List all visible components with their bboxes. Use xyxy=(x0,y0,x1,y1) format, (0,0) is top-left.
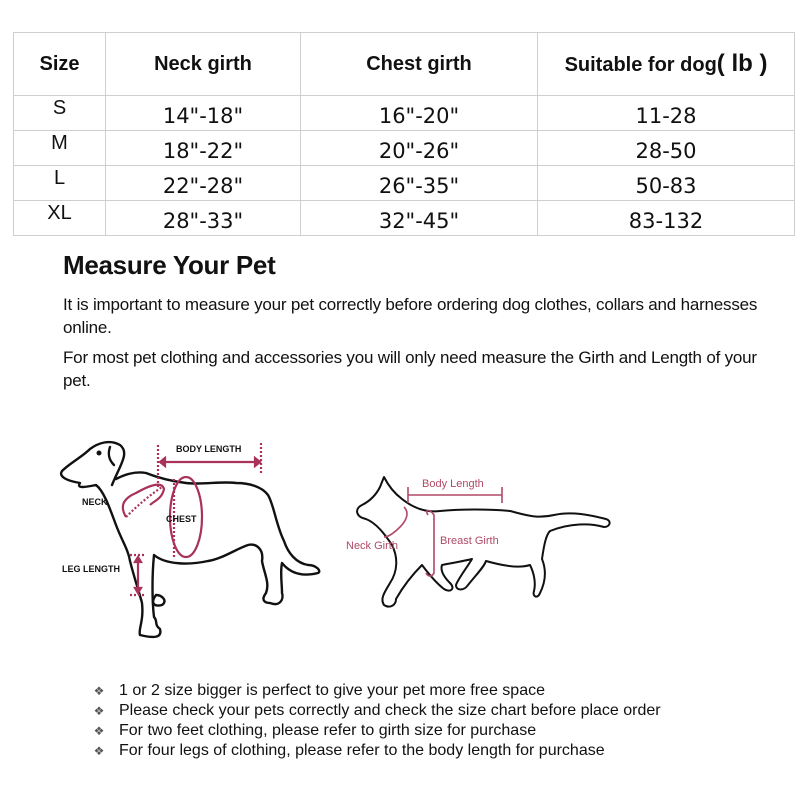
list-item: ❖ Please check your pets correctly and check the size chart before place order xyxy=(93,702,661,719)
label-breast-girth: Breast Girth xyxy=(440,535,499,547)
intro-paragraph: It is important to measure your pet correctly before ordering dog clothes, collars and harnesses online. xyxy=(63,295,758,337)
neck-cell: 18"-22" xyxy=(106,131,301,166)
tips-list xyxy=(92,681,661,761)
diamond-cluster-icon: ❖ xyxy=(93,684,105,698)
weight-cell: 28-50 xyxy=(538,131,795,166)
label-body-length: BODY LENGTH xyxy=(176,444,242,454)
header-chest-girth: Chest girth xyxy=(301,33,538,96)
weight-cell: 11-28 xyxy=(538,96,795,131)
header-size: Size xyxy=(14,33,106,96)
page-title: Measure Your Pet xyxy=(63,250,276,280)
cat-measurement-diagram xyxy=(340,465,630,625)
label-neck-girth: Neck Girth xyxy=(346,540,398,552)
table-header-row xyxy=(14,33,795,96)
weight-cell: 83-132 xyxy=(538,201,795,236)
header-suitable-weight: Suitable for dog( lb ) xyxy=(538,33,795,96)
size-cell: L xyxy=(14,166,106,201)
list-item: ❖ For four legs of clothing, please refer to the body length for purchase xyxy=(93,742,605,759)
label-chest: CHEST xyxy=(166,514,197,524)
weight-cell: 50-83 xyxy=(538,166,795,201)
diamond-cluster-icon: ❖ xyxy=(93,704,105,718)
size-cell: XL xyxy=(14,201,106,236)
neck-cell: 28"-33" xyxy=(106,201,301,236)
unit-label: ( lb ) xyxy=(716,50,768,77)
label-neck: NECK xyxy=(82,497,108,507)
dog-measurement-diagram xyxy=(50,425,340,650)
diamond-cluster-icon: ❖ xyxy=(93,724,105,738)
size-chart-table xyxy=(13,32,795,236)
chest-cell: 20"-26" xyxy=(301,131,538,166)
size-cell: S xyxy=(14,96,106,131)
header-neck-girth: Neck girth xyxy=(106,33,301,96)
label-body-length: Body Length xyxy=(422,478,484,490)
diamond-cluster-icon: ❖ xyxy=(93,744,105,758)
dog-outline-icon xyxy=(61,442,319,637)
girth-length-paragraph: For most pet clothing and accessories you will only need measure the Girth and Length of your pet. xyxy=(63,348,757,390)
table-row xyxy=(14,166,795,201)
table-row xyxy=(14,96,795,131)
table-row xyxy=(14,131,795,166)
list-item: ❖ 1 or 2 size bigger is perfect to give your pet more free space xyxy=(93,682,545,699)
list-item: ❖ For two feet clothing, please refer to girth size for purchase xyxy=(93,722,537,739)
neck-cell: 14"-18" xyxy=(106,96,301,131)
size-cell: M xyxy=(14,131,106,166)
chest-cell: 16"-20" xyxy=(301,96,538,131)
label-leg-length: LEG LENGTH xyxy=(62,564,120,574)
chest-cell: 32"-45" xyxy=(301,201,538,236)
chest-cell: 26"-35" xyxy=(301,166,538,201)
table-row xyxy=(14,201,795,236)
neck-cell: 22"-28" xyxy=(106,166,301,201)
